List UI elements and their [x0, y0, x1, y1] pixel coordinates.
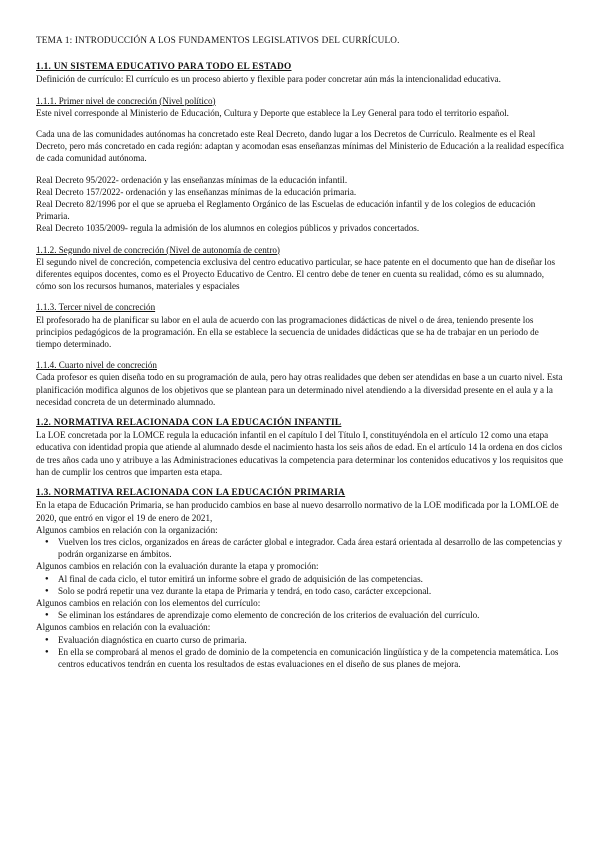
subsection-heading-1-1-2: 1.1.2. Segundo nivel de concreción (Nivel de autonomía de centro): [36, 244, 280, 255]
subsection-heading-1-1-3: 1.1.3. Tercer nivel de concreción: [36, 302, 156, 313]
list-item: ● Se eliminan los estándares de aprendizaje como elemento de concreción de los criterios de evaluación del currículo.: [58, 609, 564, 621]
bullet-list: [36, 634, 564, 671]
decree-item: Real Decreto 157/2022- ordenación y las enseñanzas mínimas de la educación primaria.: [36, 186, 357, 197]
paragraph: Este nivel corresponde al Ministerio de Educación, Cultura y Deporte que establece la Ley General para todo el territorio español.: [36, 107, 509, 118]
section-heading-1-2: 1.2. NORMATIVA RELACIONADA CON LA EDUCACIÓN INFANTIL: [36, 418, 342, 429]
list-item: ● Vuelven los tres ciclos, organizados en áreas de carácter global e integrador. Cada área estará orientada al desarrollo de las competencias y podrán organizarse en ámbitos.: [58, 536, 564, 560]
curriculum-definition: Definición de currículo: El currículo es un proceso abierto y flexible para poder concretar aún más la intencionalidad educativa.: [36, 74, 501, 85]
paragraph: La LOE concretada por la LOMCE regula la educación infantil en el capítulo I del Título I, constituyéndola en el artículo 12 como una etapa educativa con identidad propia que atiende al alumnado desde el nacimiento hasta los seis años de edad. En el artículo 14 la ordena en dos ciclos de tres años cada uno y atribuye a las Administraciones educativas la competencia para determinar los contenidos educativos y los requisitos que han de cumplir los centros que imparten esta etapa.: [36, 430, 564, 477]
change-group-label: Algunos cambios en relación con los elementos del currículo:: [36, 597, 261, 608]
document-title: TEMA 1: INTRODUCCIÓN A LOS FUNDAMENTOS LEGISLATIVOS DEL CURRÍCULO.: [36, 35, 400, 45]
section-heading-1-3: 1.3. NORMATIVA RELACIONADA CON LA EDUCACIÓN PRIMARIA: [36, 488, 346, 499]
change-group-label: Algunos cambios en relación con la evaluación:: [36, 622, 211, 633]
bullet-list: [36, 573, 564, 597]
section-heading-1-1: 1.1. UN SISTEMA EDUCATIVO PARA TODO EL ESTADO: [36, 62, 292, 73]
paragraph: En la etapa de Educación Primaria, se han producido cambios en base al nuevo desarrollo normativo de la LOE modificada por la LOMLOE de 2020, que entró en vigor el 19 de enero de 2021,: [36, 500, 559, 523]
decree-item: Real Decreto 1035/2009- regula la admisión de los alumnos en colegios públicos y privados concertados.: [36, 223, 420, 234]
decree-item: Real Decreto 82/1996 por el que se aprueba el Reglamento Orgánico de las Escuelas de educación infantil y de los colegios de educación Primaria.: [36, 199, 536, 222]
document-page: [36, 34, 564, 670]
subsection-heading-1-1-1: 1.1.1. Primer nivel de concreción (Nivel político): [36, 95, 216, 106]
change-group-label: Algunos cambios en relación con la evaluación durante la etapa y promoción:: [36, 561, 319, 572]
paragraph: El segundo nivel de concreción, competencia exclusiva del centro educativo particular, se hace patente en el documento que han de diseñar los diferentes equipos docentes, como es el Proyecto Educativo de Centro. El centro debe de tener en cuenta su realidad, cómo es su alumnado, cómo son los recursos humanos, materiales y espaciales: [36, 256, 556, 292]
paragraph: El profesorado ha de planificar su labor en el aula de acuerdo con las programaciones didácticas de nivel o de área, teniendo presente los principios pedagógicos de la programación. En ella se establece la secuencia de unidades didácticas que se ha de trabajar en un periodo de tiempo determinado.: [36, 314, 539, 350]
bullet-list: [36, 609, 564, 621]
paragraph: Cada una de las comunidades autónomas ha concretado este Real Decreto, dando lugar a los Decretos de Currículo. Realmente es el Real Decreto, pero más concretado en cada región: adaptan y acomodan esas enseñanzas mínimas del Ministerio de Educación a la realidad específica de cada comunidad autónoma.: [36, 129, 564, 164]
list-item: ● Solo se podrá repetir una vez durante la etapa de Primaria y tendrá, en todo caso, carácter excepcional.: [58, 585, 564, 597]
list-item: ● Evaluación diagnóstica en cuarto curso de primaria.: [58, 634, 564, 646]
list-item: ● En ella se comprobará al menos el grado de dominio de la competencia en comunicación lingüística y de la competencia matemática. Los centros educativos tendrán en cuenta los resultados de estas evaluaciones en el diseño de sus planes de mejora.: [58, 646, 564, 670]
subsection-heading-1-1-4: 1.1.4. Cuarto nivel de concreción: [36, 360, 157, 371]
list-item: ● Al final de cada ciclo, el tutor emitirá un informe sobre el grado de adquisición de las competencias.: [58, 573, 564, 585]
paragraph: Cada profesor es quien diseña todo en su programación de aula, pero hay otras realidades que deben ser atendidas en base a un cuarto nivel. Esta planificación modifica algunos de los objetivos que se plantean para un determinado nivel atendiendo a la diversidad presente en el aula y a la necesidad concreta de un determinado alumnado.: [36, 372, 563, 407]
decree-item: Real Decreto 95/2022- ordenación y las enseñanzas mínimas de la educación infantil.: [36, 174, 348, 185]
change-group-label: Algunos cambios en relación con la organización:: [36, 524, 218, 535]
bullet-list: [36, 536, 564, 560]
